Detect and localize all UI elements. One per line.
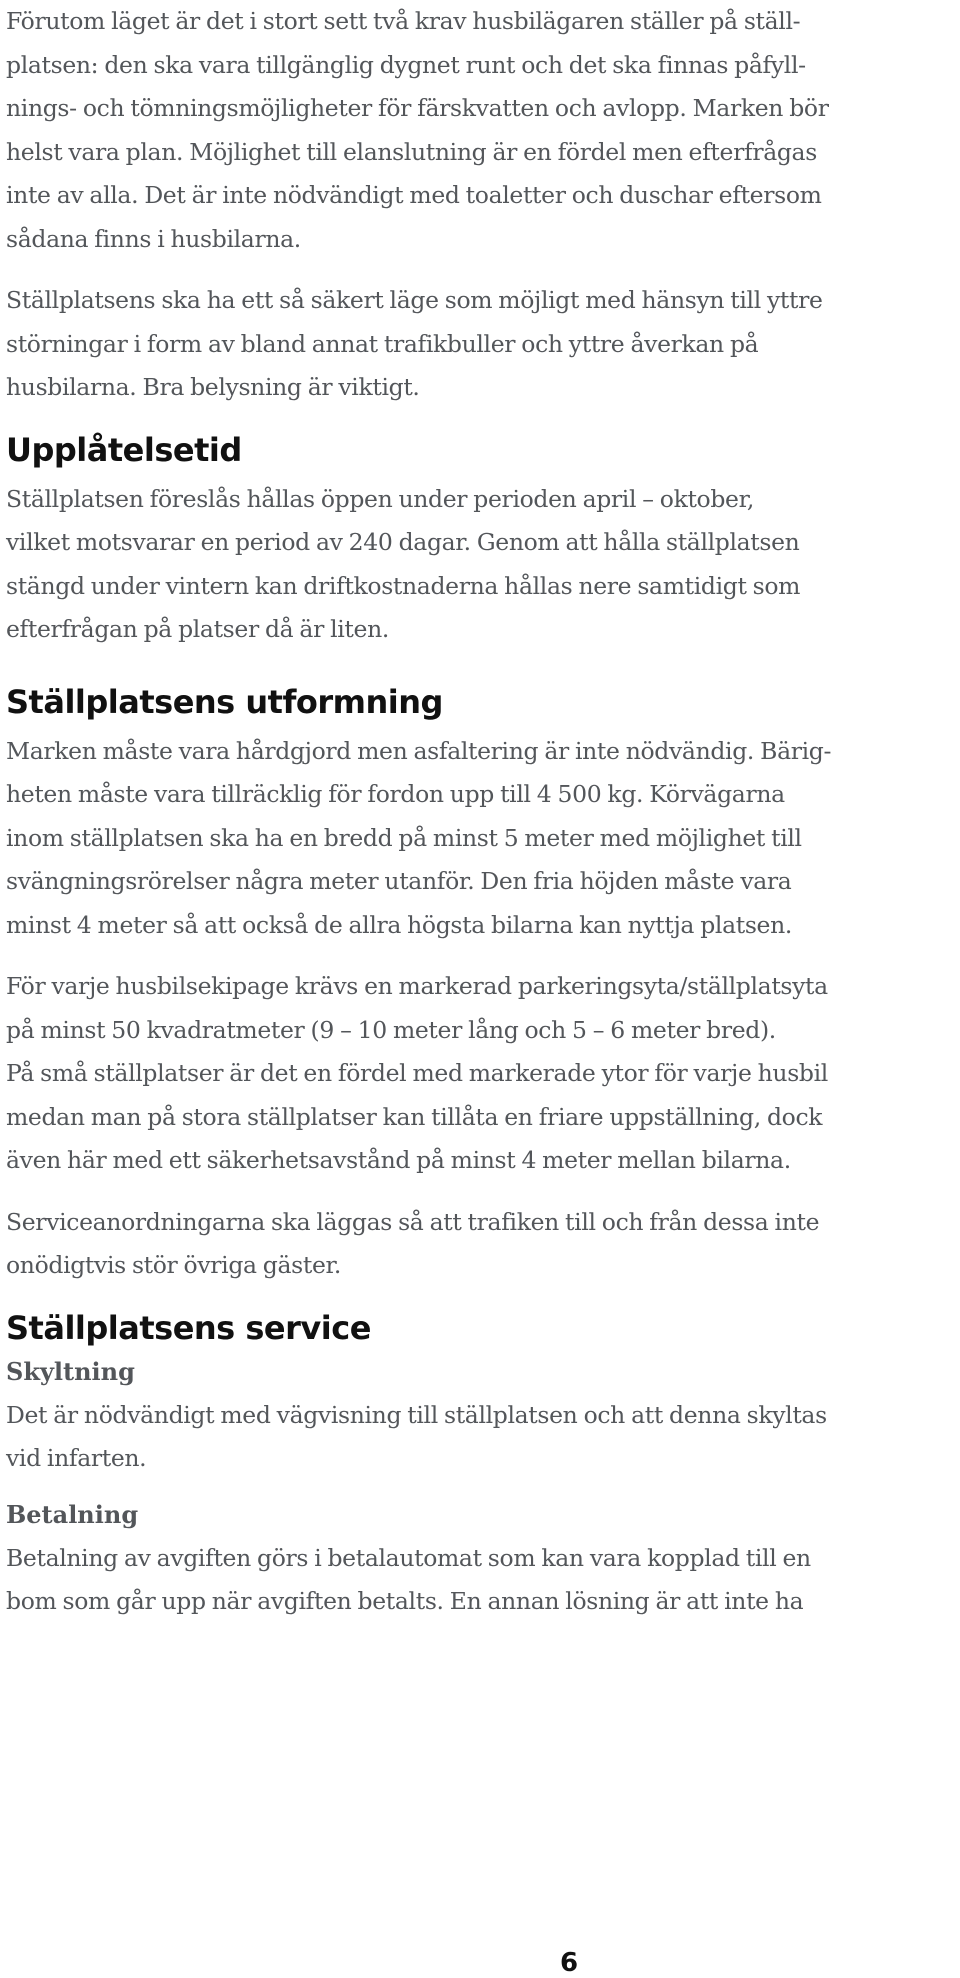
text-line: stängd under vintern kan driftkostnaderna hållas nere samtidigt som [6, 571, 801, 600]
text-line: Det är nödvändigt med vägvisning till ställplatsen och att denna skyltas [6, 1400, 827, 1429]
text-line: Marken måste vara hårdgjord men asfaltering är inte nödvändig. Bärig- [6, 736, 832, 765]
heading-service: Ställplatsens service [6, 1308, 371, 1347]
text-line: inom ställplatsen ska ha en bredd på minst 5 meter med möjlighet till [6, 823, 802, 852]
text-line: svängningsrörelser några meter utanför. Den fria höjden måste vara [6, 867, 792, 895]
text-line: vid infarten. [6, 1444, 147, 1472]
text-line: heten måste vara tillräcklig för fordon upp till 4 500 kg. Körvägarna [6, 780, 785, 808]
paragraph-safety [6, 279, 956, 410]
text-line: sådana finns i husbilarna. [6, 224, 301, 253]
text-line: På små ställplatser är det en fördel med markerade ytor för varje husbil [6, 1059, 828, 1087]
document-content [6, 0, 956, 1624]
heading-utformning: Ställplatsens utformning [6, 682, 443, 721]
text-line: Förutom läget är det i stort sett två krav husbilägaren ställer på ställ- [6, 7, 801, 35]
paragraph-requirements [6, 0, 956, 261]
subheading-betalning: Betalning [6, 1499, 139, 1529]
paragraph-opening-period [6, 478, 956, 652]
text-line: vilket motsvarar en period av 240 dagar. Genom att hålla ställplatsen [6, 528, 800, 556]
text-line: inte av alla. Det är inte nödvändigt med toaletter och duschar eftersom [6, 181, 822, 209]
text-line: onödigtvis stör övriga gäster. [6, 1251, 341, 1279]
text-line: helst vara plan. Möjlighet till elanslutning är en fördel men efterfrågas [6, 137, 817, 166]
subheading-skyltning: Skyltning [6, 1356, 135, 1386]
text-line: störningar i form av bland annat trafikbuller och yttre åverkan på [6, 329, 759, 358]
text-line: medan man på stora ställplatser kan tillåta en friare uppställning, dock [6, 1102, 823, 1131]
text-line: För varje husbilsekipage krävs en markerad parkeringsyta/ställplatsyta [6, 972, 828, 1000]
text-line: Betalning av avgiften görs i betalautomat som kan vara kopplad till en [6, 1543, 811, 1572]
paragraph-payment [6, 1537, 956, 1624]
text-line: minst 4 meter så att också de allra högsta bilarna kan nyttja platsen. [6, 910, 793, 939]
text-line: platsen: den ska vara tillgänglig dygnet runt och det ska finnas påfyll- [6, 50, 806, 79]
paragraph-service-facilities [6, 1201, 956, 1288]
text-line: Ställplatsen föreslås hållas öppen under perioden april – oktober, [6, 484, 755, 513]
text-line: även här med ett säkerhetsavstånd på minst 4 meter mellan bilarna. [6, 1146, 791, 1174]
text-line: på minst 50 kvadratmeter (9 – 10 meter lång och 5 – 6 meter bred). [6, 1015, 776, 1044]
text-line: Ställplatsens ska ha ett så säkert läge som möjligt med hänsyn till yttre [6, 286, 823, 314]
paragraph-parking-area [6, 965, 956, 1183]
page-number: 6 [560, 1948, 579, 1978]
text-line: bom som går upp när avgiften betalts. En annan lösning är att inte ha [6, 1587, 804, 1615]
text-line: Serviceanordningarna ska läggas så att trafiken till och från dessa inte [6, 1207, 820, 1236]
text-line: efterfrågan på platser då är liten. [6, 615, 389, 643]
paragraph-signage [6, 1394, 956, 1481]
heading-upplatelsetid: Upplåtelsetid [6, 430, 242, 469]
text-line: nings- och tömningsmöjligheter för färskvatten och avlopp. Marken bör [6, 94, 829, 122]
text-line: husbilarna. Bra belysning är viktigt. [6, 373, 420, 401]
paragraph-ground [6, 730, 956, 948]
